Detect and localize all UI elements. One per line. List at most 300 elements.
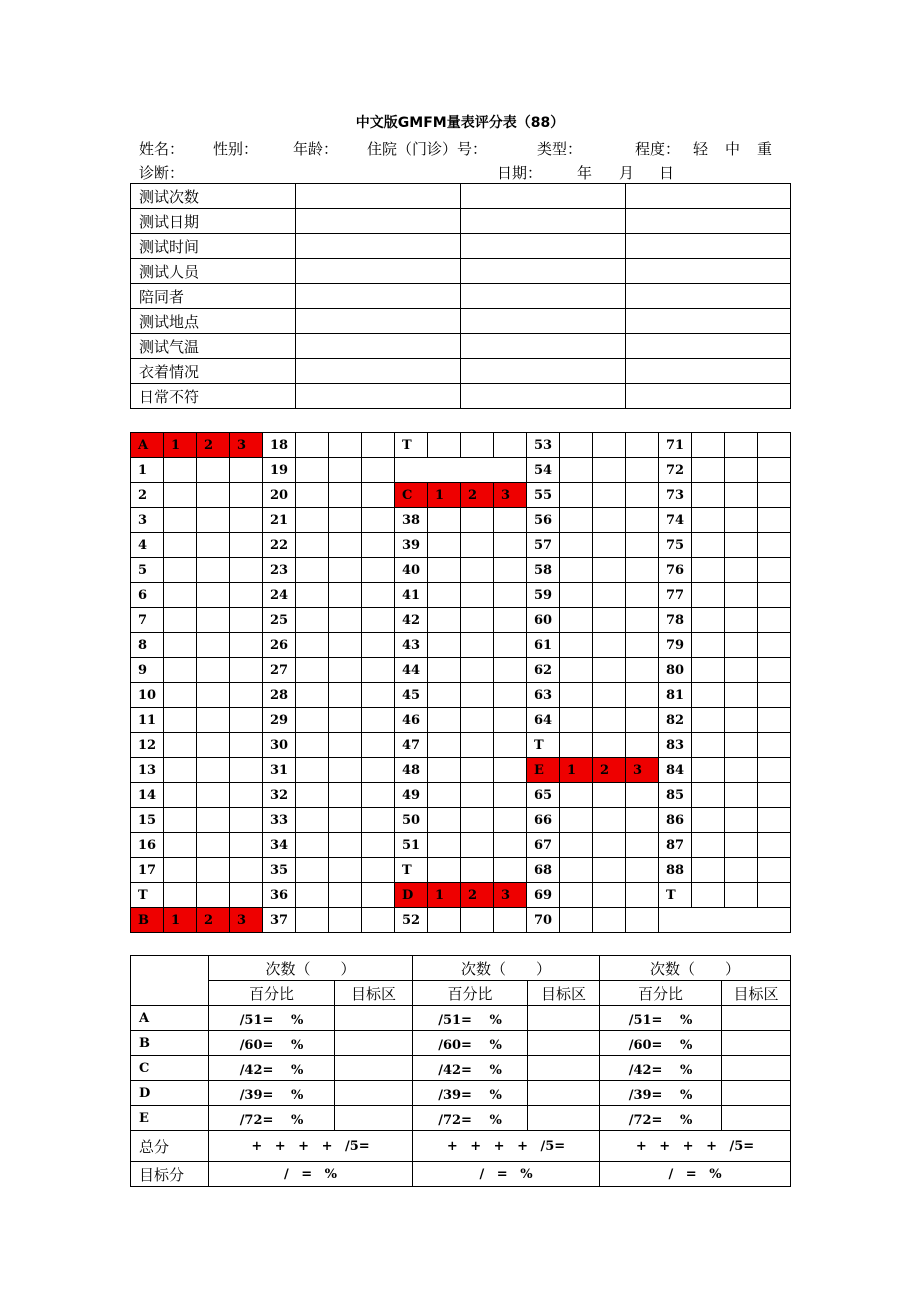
score-cell[interactable] [692, 883, 725, 908]
score-cell[interactable] [428, 558, 461, 583]
score-cell[interactable] [296, 558, 329, 583]
info-input-cell[interactable] [461, 359, 626, 384]
info-input-cell[interactable] [626, 184, 791, 209]
score-cell[interactable] [428, 908, 461, 933]
score-cell[interactable] [296, 858, 329, 883]
info-input-cell[interactable] [626, 284, 791, 309]
score-cell[interactable] [296, 583, 329, 608]
score-cell[interactable] [494, 558, 527, 583]
score-cell[interactable] [197, 858, 230, 883]
score-cell[interactable] [230, 783, 263, 808]
score-cell[interactable] [692, 583, 725, 608]
score-cell[interactable] [230, 558, 263, 583]
score-cell[interactable] [560, 883, 593, 908]
score-cell[interactable] [230, 508, 263, 533]
score-cell[interactable] [362, 858, 395, 883]
score-cell[interactable] [725, 533, 758, 558]
score-cell[interactable] [164, 508, 197, 533]
score-cell[interactable] [461, 758, 494, 783]
percent-cell[interactable]: /51= % [413, 1006, 528, 1031]
score-cell[interactable] [758, 558, 791, 583]
score-cell[interactable] [197, 583, 230, 608]
score-cell[interactable] [494, 808, 527, 833]
score-cell[interactable] [461, 858, 494, 883]
score-cell[interactable] [593, 708, 626, 733]
score-cell[interactable] [494, 833, 527, 858]
score-cell[interactable] [461, 608, 494, 633]
score-cell[interactable] [362, 783, 395, 808]
score-cell[interactable] [626, 608, 659, 633]
info-input-cell[interactable] [626, 209, 791, 234]
score-cell[interactable] [362, 633, 395, 658]
percent-cell[interactable]: /60= % [600, 1031, 722, 1056]
percent-cell[interactable]: /60= % [209, 1031, 335, 1056]
score-cell[interactable] [692, 683, 725, 708]
score-cell[interactable] [428, 858, 461, 883]
score-cell[interactable] [725, 558, 758, 583]
info-input-cell[interactable] [461, 209, 626, 234]
score-cell[interactable] [692, 708, 725, 733]
score-cell[interactable] [626, 533, 659, 558]
score-cell[interactable] [428, 683, 461, 708]
score-cell[interactable] [296, 433, 329, 458]
score-cell[interactable] [296, 733, 329, 758]
target-zone-cell[interactable] [722, 1056, 791, 1081]
score-cell[interactable] [230, 733, 263, 758]
score-cell[interactable] [329, 433, 362, 458]
score-cell[interactable] [593, 658, 626, 683]
score-cell[interactable] [428, 508, 461, 533]
score-cell[interactable] [197, 483, 230, 508]
score-cell[interactable] [626, 783, 659, 808]
score-cell[interactable] [230, 633, 263, 658]
score-cell[interactable] [362, 458, 395, 483]
score-cell[interactable] [296, 458, 329, 483]
target-zone-cell[interactable] [528, 1006, 600, 1031]
percent-cell[interactable]: /72= % [413, 1106, 528, 1131]
score-cell[interactable] [692, 658, 725, 683]
percent-cell[interactable]: /42= % [209, 1056, 335, 1081]
score-cell[interactable] [461, 733, 494, 758]
score-cell[interactable] [461, 908, 494, 933]
score-cell[interactable] [164, 708, 197, 733]
score-cell[interactable] [494, 783, 527, 808]
score-cell[interactable] [560, 483, 593, 508]
score-cell[interactable] [560, 858, 593, 883]
percent-cell[interactable]: /51= % [600, 1006, 722, 1031]
target-zone-cell[interactable] [335, 1106, 413, 1131]
score-cell[interactable] [461, 433, 494, 458]
score-cell[interactable] [494, 633, 527, 658]
score-cell[interactable] [692, 483, 725, 508]
score-cell[interactable] [494, 608, 527, 633]
target-score-formula-cell[interactable]: / = % [413, 1162, 600, 1187]
score-cell[interactable] [197, 458, 230, 483]
score-cell[interactable] [560, 458, 593, 483]
score-cell[interactable] [230, 883, 263, 908]
score-cell[interactable] [362, 733, 395, 758]
score-cell[interactable] [626, 883, 659, 908]
score-cell[interactable] [725, 683, 758, 708]
score-cell[interactable] [329, 458, 362, 483]
score-cell[interactable] [428, 433, 461, 458]
target-zone-cell[interactable] [528, 1031, 600, 1056]
score-cell[interactable] [329, 658, 362, 683]
score-cell[interactable] [494, 733, 527, 758]
score-cell[interactable] [758, 583, 791, 608]
score-cell[interactable] [560, 683, 593, 708]
score-cell[interactable] [692, 433, 725, 458]
score-cell[interactable] [362, 683, 395, 708]
score-cell[interactable] [593, 683, 626, 708]
target-zone-cell[interactable] [528, 1056, 600, 1081]
info-input-cell[interactable] [296, 259, 461, 284]
score-cell[interactable] [692, 733, 725, 758]
score-cell[interactable] [725, 508, 758, 533]
score-cell[interactable] [428, 533, 461, 558]
score-cell[interactable] [296, 808, 329, 833]
score-cell[interactable] [197, 808, 230, 833]
score-cell[interactable] [725, 633, 758, 658]
score-cell[interactable] [692, 808, 725, 833]
score-cell[interactable] [461, 783, 494, 808]
score-cell[interactable] [230, 833, 263, 858]
score-cell[interactable] [560, 708, 593, 733]
score-cell[interactable] [725, 608, 758, 633]
score-cell[interactable] [329, 608, 362, 633]
score-cell[interactable] [461, 808, 494, 833]
score-cell[interactable] [692, 633, 725, 658]
score-cell[interactable] [329, 883, 362, 908]
score-cell[interactable] [626, 433, 659, 458]
score-cell[interactable] [725, 458, 758, 483]
score-cell[interactable] [461, 658, 494, 683]
info-input-cell[interactable] [626, 259, 791, 284]
score-cell[interactable] [428, 633, 461, 658]
score-cell[interactable] [362, 583, 395, 608]
score-cell[interactable] [428, 583, 461, 608]
score-cell[interactable] [593, 908, 626, 933]
score-cell[interactable] [758, 658, 791, 683]
score-cell[interactable] [164, 833, 197, 858]
score-cell[interactable] [560, 433, 593, 458]
score-cell[interactable] [428, 808, 461, 833]
score-cell[interactable] [230, 683, 263, 708]
score-cell[interactable] [560, 658, 593, 683]
score-cell[interactable] [626, 908, 659, 933]
score-cell[interactable] [164, 808, 197, 833]
score-cell[interactable] [296, 533, 329, 558]
info-input-cell[interactable] [626, 359, 791, 384]
score-cell[interactable] [428, 833, 461, 858]
score-cell[interactable] [725, 833, 758, 858]
score-cell[interactable] [494, 658, 527, 683]
score-cell[interactable] [428, 783, 461, 808]
score-cell[interactable] [560, 533, 593, 558]
score-cell[interactable] [692, 458, 725, 483]
score-cell[interactable] [461, 833, 494, 858]
score-cell[interactable] [593, 508, 626, 533]
target-score-formula-cell[interactable]: / = % [209, 1162, 413, 1187]
percent-cell[interactable]: /72= % [209, 1106, 335, 1131]
percent-cell[interactable]: /39= % [600, 1081, 722, 1106]
score-cell[interactable] [296, 758, 329, 783]
score-cell[interactable] [197, 658, 230, 683]
score-cell[interactable] [197, 633, 230, 658]
score-cell[interactable] [692, 783, 725, 808]
score-cell[interactable] [362, 758, 395, 783]
score-cell[interactable] [725, 483, 758, 508]
score-cell[interactable] [197, 883, 230, 908]
score-cell[interactable] [329, 758, 362, 783]
score-cell[interactable] [329, 833, 362, 858]
score-cell[interactable] [296, 908, 329, 933]
info-input-cell[interactable] [296, 384, 461, 409]
score-cell[interactable] [428, 758, 461, 783]
score-cell[interactable] [164, 883, 197, 908]
score-cell[interactable] [329, 483, 362, 508]
score-cell[interactable] [329, 683, 362, 708]
score-cell[interactable] [758, 433, 791, 458]
info-input-cell[interactable] [626, 334, 791, 359]
score-cell[interactable] [362, 808, 395, 833]
score-cell[interactable] [362, 483, 395, 508]
percent-cell[interactable]: /42= % [413, 1056, 528, 1081]
score-cell[interactable] [230, 858, 263, 883]
score-cell[interactable] [725, 433, 758, 458]
score-cell[interactable] [230, 808, 263, 833]
score-cell[interactable] [692, 508, 725, 533]
score-cell[interactable] [329, 558, 362, 583]
score-cell[interactable] [626, 583, 659, 608]
info-input-cell[interactable] [461, 184, 626, 209]
score-cell[interactable] [164, 658, 197, 683]
score-cell[interactable] [758, 483, 791, 508]
score-cell[interactable] [197, 683, 230, 708]
score-cell[interactable] [230, 658, 263, 683]
score-cell[interactable] [725, 658, 758, 683]
percent-cell[interactable]: /60= % [413, 1031, 528, 1056]
score-cell[interactable] [230, 483, 263, 508]
score-cell[interactable] [362, 508, 395, 533]
info-input-cell[interactable] [461, 259, 626, 284]
score-cell[interactable] [626, 808, 659, 833]
target-zone-cell[interactable] [335, 1056, 413, 1081]
score-cell[interactable] [197, 608, 230, 633]
target-zone-cell[interactable] [335, 1006, 413, 1031]
score-cell[interactable] [560, 583, 593, 608]
score-cell[interactable] [725, 733, 758, 758]
score-cell[interactable] [626, 858, 659, 883]
score-cell[interactable] [560, 608, 593, 633]
score-cell[interactable] [230, 708, 263, 733]
target-zone-cell[interactable] [528, 1106, 600, 1131]
score-cell[interactable] [164, 758, 197, 783]
score-cell[interactable] [758, 833, 791, 858]
score-cell[interactable] [329, 808, 362, 833]
score-cell[interactable] [197, 833, 230, 858]
score-cell[interactable] [362, 433, 395, 458]
score-cell[interactable] [758, 733, 791, 758]
score-cell[interactable] [758, 508, 791, 533]
target-zone-cell[interactable] [722, 1006, 791, 1031]
score-cell[interactable] [626, 833, 659, 858]
score-cell[interactable] [164, 483, 197, 508]
score-cell[interactable] [461, 508, 494, 533]
score-cell[interactable] [626, 483, 659, 508]
score-cell[interactable] [560, 783, 593, 808]
info-input-cell[interactable] [296, 184, 461, 209]
info-input-cell[interactable] [461, 334, 626, 359]
score-cell[interactable] [329, 908, 362, 933]
score-cell[interactable] [329, 583, 362, 608]
score-cell[interactable] [560, 908, 593, 933]
total-formula-cell[interactable]: + + + + /5= [209, 1131, 413, 1162]
score-cell[interactable] [428, 658, 461, 683]
score-cell[interactable] [758, 808, 791, 833]
score-cell[interactable] [296, 483, 329, 508]
score-cell[interactable] [758, 633, 791, 658]
score-cell[interactable] [593, 833, 626, 858]
total-formula-cell[interactable]: + + + + /5= [600, 1131, 791, 1162]
score-cell[interactable] [593, 883, 626, 908]
score-cell[interactable] [329, 708, 362, 733]
score-cell[interactable] [758, 783, 791, 808]
target-zone-cell[interactable] [722, 1106, 791, 1131]
info-input-cell[interactable] [461, 234, 626, 259]
info-input-cell[interactable] [296, 234, 461, 259]
score-cell[interactable] [725, 708, 758, 733]
total-formula-cell[interactable]: + + + + /5= [413, 1131, 600, 1162]
score-cell[interactable] [692, 833, 725, 858]
info-input-cell[interactable] [461, 384, 626, 409]
score-cell[interactable] [593, 433, 626, 458]
score-cell[interactable] [362, 558, 395, 583]
score-cell[interactable] [560, 508, 593, 533]
score-cell[interactable] [494, 683, 527, 708]
score-cell[interactable] [593, 533, 626, 558]
score-cell[interactable] [362, 883, 395, 908]
score-cell[interactable] [164, 783, 197, 808]
score-cell[interactable] [197, 708, 230, 733]
score-cell[interactable] [494, 508, 527, 533]
score-cell[interactable] [692, 758, 725, 783]
score-cell[interactable] [428, 708, 461, 733]
score-cell[interactable] [725, 758, 758, 783]
score-cell[interactable] [593, 558, 626, 583]
score-cell[interactable] [758, 858, 791, 883]
score-cell[interactable] [164, 558, 197, 583]
score-cell[interactable] [362, 658, 395, 683]
info-input-cell[interactable] [296, 334, 461, 359]
info-input-cell[interactable] [461, 309, 626, 334]
score-cell[interactable] [296, 633, 329, 658]
score-cell[interactable] [197, 733, 230, 758]
score-cell[interactable] [461, 558, 494, 583]
score-cell[interactable] [329, 858, 362, 883]
target-zone-cell[interactable] [335, 1081, 413, 1106]
score-cell[interactable] [593, 733, 626, 758]
score-cell[interactable] [362, 708, 395, 733]
score-cell[interactable] [296, 608, 329, 633]
score-cell[interactable] [296, 708, 329, 733]
score-cell[interactable] [329, 508, 362, 533]
percent-cell[interactable]: /39= % [209, 1081, 335, 1106]
score-cell[interactable] [494, 708, 527, 733]
score-cell[interactable] [362, 608, 395, 633]
score-cell[interactable] [692, 533, 725, 558]
score-cell[interactable] [230, 458, 263, 483]
score-cell[interactable] [230, 608, 263, 633]
score-cell[interactable] [560, 733, 593, 758]
score-cell[interactable] [593, 608, 626, 633]
score-cell[interactable] [164, 633, 197, 658]
score-cell[interactable] [626, 458, 659, 483]
score-cell[interactable] [197, 783, 230, 808]
target-zone-cell[interactable] [722, 1031, 791, 1056]
score-cell[interactable] [230, 758, 263, 783]
score-cell[interactable] [296, 883, 329, 908]
info-input-cell[interactable] [296, 309, 461, 334]
score-cell[interactable] [626, 708, 659, 733]
score-cell[interactable] [560, 833, 593, 858]
percent-cell[interactable]: /39= % [413, 1081, 528, 1106]
score-cell[interactable] [725, 808, 758, 833]
info-input-cell[interactable] [296, 209, 461, 234]
score-cell[interactable] [461, 533, 494, 558]
score-cell[interactable] [758, 458, 791, 483]
score-cell[interactable] [692, 608, 725, 633]
score-cell[interactable] [164, 533, 197, 558]
score-cell[interactable] [725, 583, 758, 608]
score-cell[interactable] [494, 533, 527, 558]
info-input-cell[interactable] [296, 284, 461, 309]
score-cell[interactable] [230, 533, 263, 558]
percent-cell[interactable]: /42= % [600, 1056, 722, 1081]
score-cell[interactable] [197, 508, 230, 533]
info-input-cell[interactable] [626, 309, 791, 334]
score-cell[interactable] [593, 808, 626, 833]
score-cell[interactable] [164, 683, 197, 708]
percent-cell[interactable]: /72= % [600, 1106, 722, 1131]
score-cell[interactable] [329, 733, 362, 758]
score-cell[interactable] [758, 708, 791, 733]
score-cell[interactable] [461, 683, 494, 708]
score-cell[interactable] [593, 458, 626, 483]
score-cell[interactable] [296, 833, 329, 858]
score-cell[interactable] [758, 758, 791, 783]
score-cell[interactable] [560, 558, 593, 583]
score-cell[interactable] [428, 733, 461, 758]
score-cell[interactable] [230, 583, 263, 608]
score-cell[interactable] [494, 758, 527, 783]
score-cell[interactable] [626, 633, 659, 658]
score-cell[interactable] [725, 883, 758, 908]
score-cell[interactable] [362, 833, 395, 858]
score-cell[interactable] [725, 858, 758, 883]
score-cell[interactable] [362, 533, 395, 558]
score-cell[interactable] [626, 733, 659, 758]
target-zone-cell[interactable] [528, 1081, 600, 1106]
target-zone-cell[interactable] [335, 1031, 413, 1056]
score-cell[interactable] [296, 683, 329, 708]
score-cell[interactable] [560, 633, 593, 658]
score-cell[interactable] [164, 733, 197, 758]
score-cell[interactable] [494, 433, 527, 458]
info-input-cell[interactable] [296, 359, 461, 384]
score-cell[interactable] [362, 908, 395, 933]
target-score-formula-cell[interactable]: / = % [600, 1162, 791, 1187]
